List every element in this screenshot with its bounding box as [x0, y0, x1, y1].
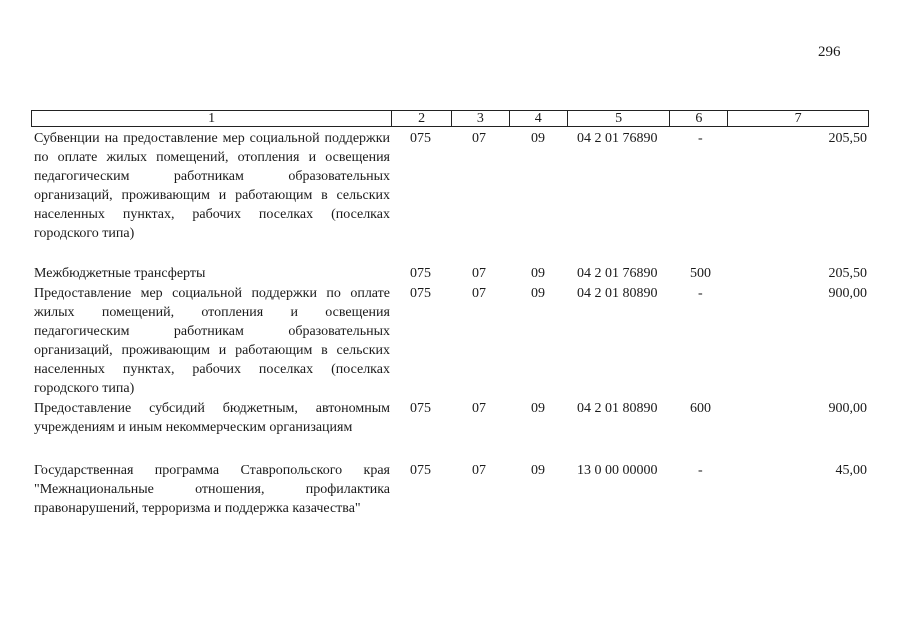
- row-col-5: 13 0 00 00000: [577, 463, 658, 478]
- row-col-3: 07: [472, 131, 486, 146]
- header-cell-1: 1: [32, 111, 392, 126]
- header-cell-3: 3: [452, 111, 510, 126]
- row-col-7: 205,50: [828, 266, 867, 281]
- row-description: Межбюджетные трансферты: [34, 266, 206, 281]
- row-description: Субвенции на предоставление мер социальной поддержки по оплате жилых помещений, отопления и освещения педагогическим работникам образовательных организаций, проживающим и работающим в сельских населенных пунктах, рабочих поселках (поселках городского типа): [34, 131, 390, 241]
- header-cell-5: 5: [568, 111, 671, 126]
- header-cell-2: 2: [392, 111, 452, 126]
- row-description: Государственная программа Ставропольского края "Межнациональные отношения, профилактика правонарушений, терроризма и поддержка казачества": [34, 463, 390, 516]
- header-cell-4: 4: [510, 111, 568, 126]
- row-description: Предоставление мер социальной поддержки по оплате жилых помещений, отопления и освещения педагогическим работникам образовательных организаций, проживающим и работающим в сельских населенных пунктах, рабочих поселках (поселках городского типа): [34, 286, 390, 396]
- row-col-6: 500: [690, 266, 711, 281]
- row-description: Предоставление субсидий бюджетным, автономным учреждениям и иным некоммерческим организациям: [34, 401, 390, 435]
- row-col-6: -: [698, 286, 703, 301]
- row-col-5: 04 2 01 80890: [577, 286, 658, 301]
- header-cell-7: 7: [794, 111, 802, 126]
- row-col-6: -: [698, 463, 703, 478]
- row-col-7: 205,50: [828, 131, 867, 146]
- row-col-4: 09: [531, 286, 545, 301]
- row-col-6: 600: [690, 401, 711, 416]
- row-col-5: 04 2 01 76890: [577, 266, 658, 281]
- row-col-2: 075: [410, 286, 431, 301]
- row-col-4: 09: [531, 401, 545, 416]
- row-col-6: -: [698, 131, 703, 146]
- row-col-4: 09: [531, 266, 545, 281]
- row-col-7: 45,00: [835, 463, 867, 478]
- row-col-3: 07: [472, 266, 486, 281]
- row-col-2: 075: [410, 131, 431, 146]
- table-header: [31, 110, 869, 127]
- row-col-3: 07: [472, 463, 486, 478]
- row-col-2: 075: [410, 463, 431, 478]
- row-col-5: 04 2 01 76890: [577, 131, 658, 146]
- row-col-3: 07: [472, 286, 486, 301]
- page-number: 296: [818, 44, 841, 60]
- row-col-5: 04 2 01 80890: [577, 401, 658, 416]
- row-col-4: 09: [531, 463, 545, 478]
- row-col-4: 09: [531, 131, 545, 146]
- row-col-7: 900,00: [828, 286, 867, 301]
- row-col-2: 075: [410, 266, 431, 281]
- header-cell-6: 6: [670, 111, 728, 126]
- row-col-3: 07: [472, 401, 486, 416]
- row-col-2: 075: [410, 401, 431, 416]
- row-col-7: 900,00: [828, 401, 867, 416]
